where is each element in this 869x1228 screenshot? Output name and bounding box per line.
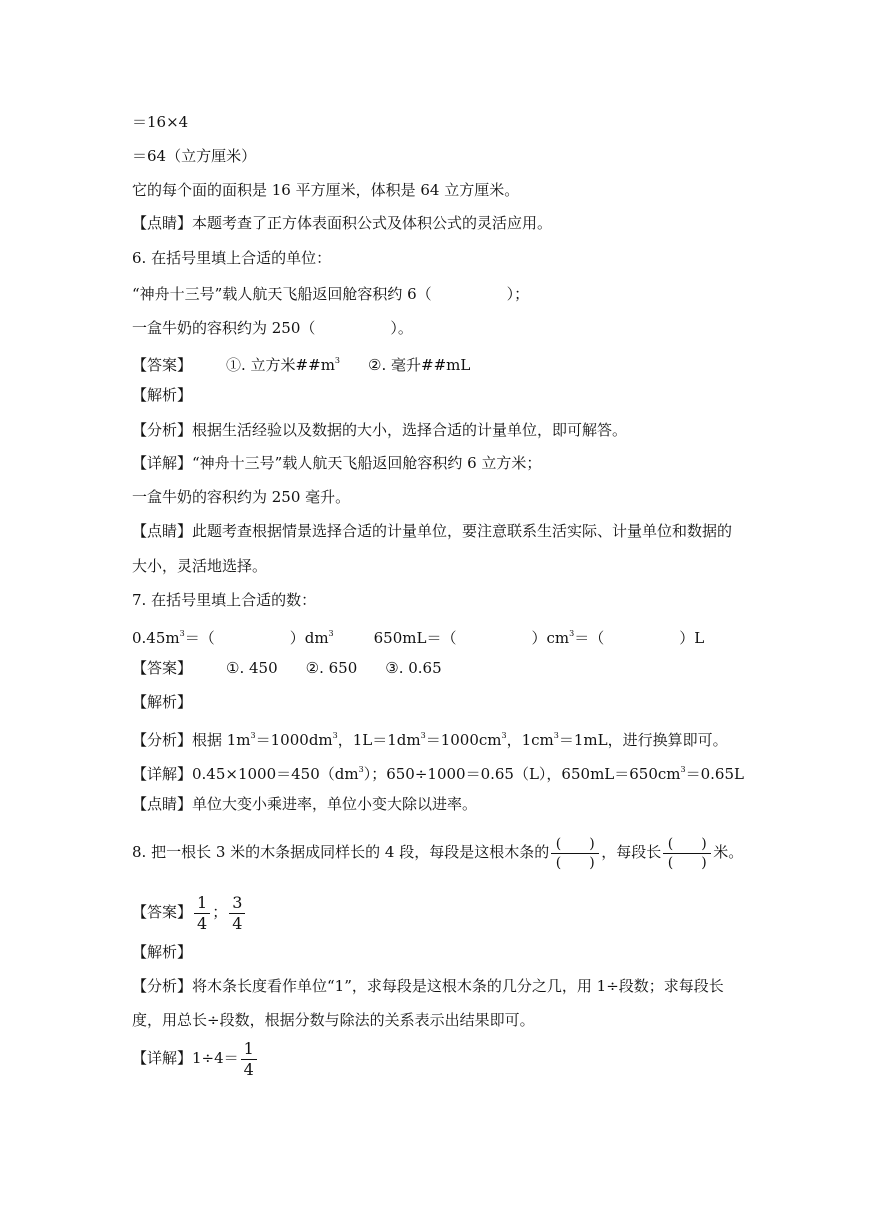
blank-fraction: [551, 835, 599, 872]
q7-part: 650mL＝（ ）cm: [373, 629, 570, 647]
superscript: 3: [358, 765, 364, 774]
text-part: ）；650÷1000＝0.65（L），650mL＝650cm: [363, 765, 681, 783]
q8-text: ，每段长: [601, 843, 662, 861]
q7-part: 0.45m: [132, 629, 180, 647]
superscript: 3: [680, 765, 686, 774]
detail-text: 【详解】“神舟十三号”载人航天飞船返回舱容积约 6 立方米；: [132, 454, 542, 472]
text-part: 【详解】1÷4＝: [132, 1049, 239, 1067]
analysis-heading: 【解析】: [132, 943, 193, 961]
answer-8-row: [132, 890, 247, 934]
answer-6-part-2: ②. 毫升##mL: [368, 356, 471, 374]
analysis-text: 【分析】根据生活经验以及数据的大小，选择合适的计量单位，即可解答。: [132, 421, 628, 439]
superscript: 3: [179, 629, 185, 638]
superscript: 3: [334, 356, 341, 365]
superscript: 3: [328, 629, 334, 638]
denominator: 4: [243, 1059, 254, 1079]
analysis-heading: 【解析】: [132, 386, 193, 404]
blank-numerator: ( ): [555, 835, 595, 852]
q7-part: ＝（ ）L: [574, 629, 705, 647]
blank-fraction: [663, 835, 711, 872]
text-part: ＝0.65L: [685, 765, 744, 783]
q8-text: 8. 把一根长 3 米的木条据成同样长的 4 段，每段是这根木条的: [132, 843, 550, 861]
fraction: [194, 893, 210, 934]
blank-denominator: ( ): [667, 854, 707, 871]
question-7-items: [132, 624, 704, 648]
answer-7-part-1: ①. 450: [226, 659, 278, 677]
blank-denominator: ( ): [555, 854, 595, 871]
comment-text: 大小，灵活地选择。: [132, 557, 268, 575]
answer-6-row: [132, 351, 470, 375]
analysis-text: [132, 726, 728, 750]
equation-line: ＝64（立方厘米）: [132, 147, 257, 165]
answer-label: 【答案】: [132, 659, 193, 677]
text-part: ＝1mL，进行换算即可。: [558, 731, 728, 749]
q8-text: 米。: [713, 843, 744, 861]
superscript: 3: [553, 731, 559, 740]
text-part: ，1cm: [506, 731, 554, 749]
superscript: 3: [332, 731, 338, 740]
answer-7-part-3: ③. 0.65: [385, 659, 442, 677]
denominator: 4: [232, 913, 243, 933]
text-part: 【分析】根据 1m: [132, 731, 251, 749]
superscript: 3: [569, 629, 575, 638]
superscript: 3: [420, 731, 426, 740]
comment-text: 【点睛】此题考查根据情景选择合适的计量单位，要注意联系生活实际、计量单位和数据的: [132, 522, 733, 540]
comment-text: 【点睛】单位大变小乘进率，单位小变大除以进率。: [132, 795, 478, 813]
denominator: 4: [197, 913, 208, 933]
question-6-title: 6. 在括号里填上合适的单位：: [132, 249, 332, 267]
separator: ；: [212, 903, 228, 921]
analysis-heading: 【解析】: [132, 693, 193, 711]
superscript: 3: [250, 731, 256, 740]
detail-text: [132, 760, 744, 784]
question-6-item-a: “神舟十三号”载人航天飞船返回舱容积约 6（ ）；: [132, 285, 530, 303]
equation-line: ＝16×4: [132, 113, 189, 131]
answer-7-row: [132, 658, 442, 678]
question-8: [132, 830, 743, 874]
text-part: 【详解】0.45×1000＝450（dm: [132, 765, 359, 783]
text-part: ＝1000dm: [255, 731, 333, 749]
text-part: ＝1000cm: [425, 731, 502, 749]
numerator: 3: [232, 892, 243, 912]
analysis-text: 【分析】将木条长度看作单位“1”，求每段是这根木条的几分之几，用 1÷段数；求每段长: [132, 977, 724, 995]
detail-text: [132, 1036, 259, 1080]
answer-label: 【答案】: [132, 356, 193, 374]
numerator: 1: [197, 892, 208, 912]
blank-numerator: ( ): [667, 835, 707, 852]
comment-text: 【点睛】本题考查了正方体表面积公式及体积公式的灵活应用。: [132, 214, 553, 232]
question-6-item-b: 一盒牛奶的容积约为 250（ ）。: [132, 319, 413, 337]
answer-6-part-1: ①. 立方米##m: [226, 356, 335, 374]
answer-text: 它的每个面的面积是 16 平方厘米，体积是 64 立方厘米。: [132, 181, 520, 199]
fraction: [241, 1039, 257, 1080]
analysis-text: 度，用总长÷段数，根据分数与除法的关系表示出结果即可。: [132, 1011, 535, 1029]
answer-label: 【答案】: [132, 903, 193, 921]
numerator: 1: [243, 1038, 254, 1058]
superscript: 3: [501, 731, 507, 740]
q7-part: ＝（ ）dm: [184, 629, 329, 647]
detail-text: 一盒牛奶的容积约为 250 毫升。: [132, 488, 351, 506]
text-part: ，1L＝1dm: [337, 731, 421, 749]
answer-7-part-2: ②. 650: [305, 659, 358, 677]
fraction: [229, 893, 245, 934]
question-7-title: 7. 在括号里填上合适的数：: [132, 591, 317, 609]
